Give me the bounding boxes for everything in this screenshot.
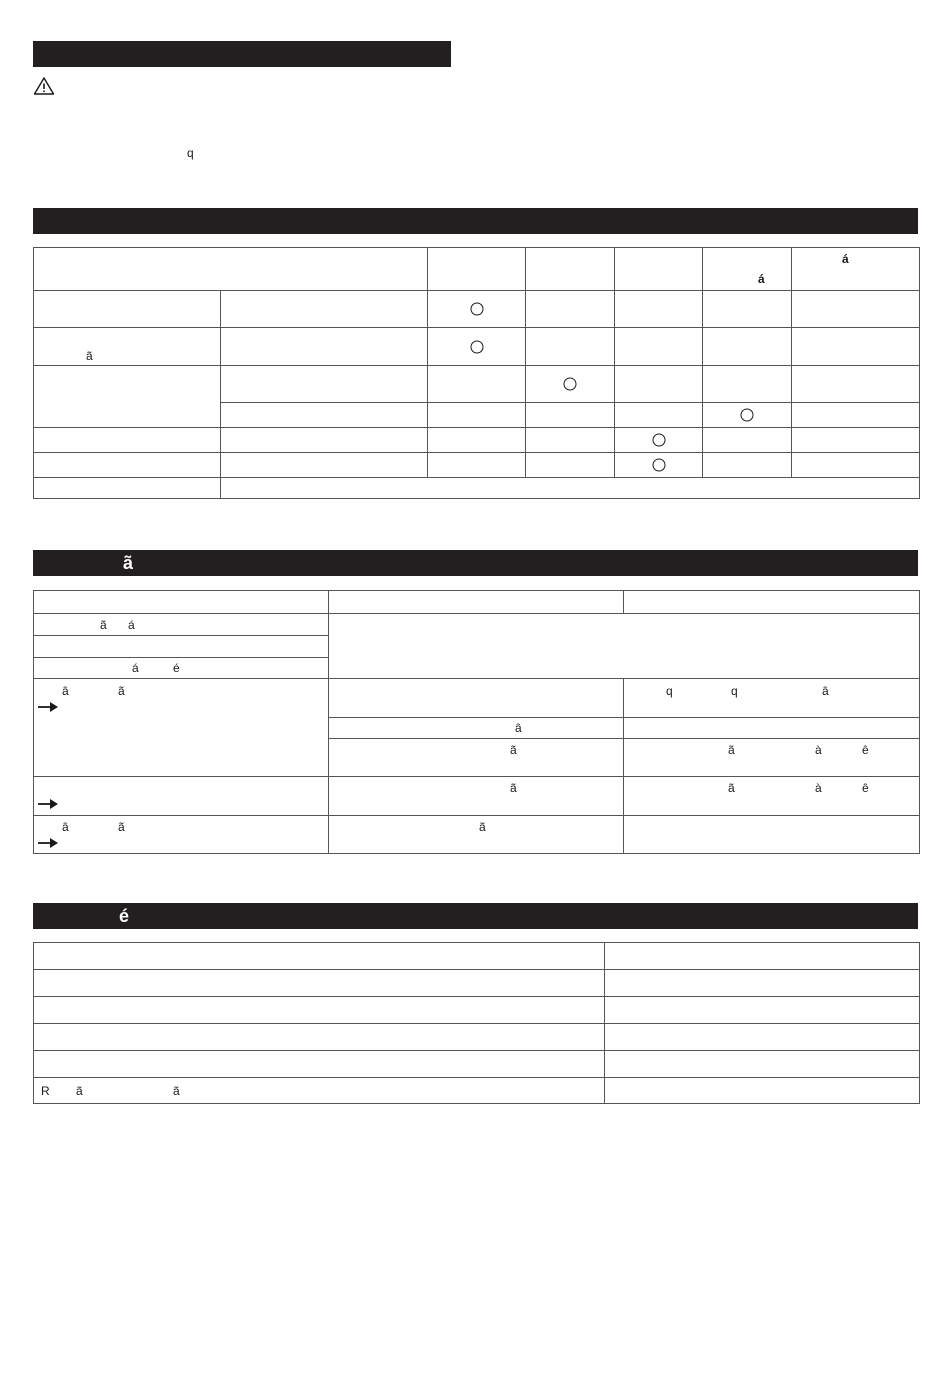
table-header-cell (703, 248, 792, 291)
cell-glyph: à (815, 743, 822, 757)
table-header-row (34, 591, 920, 614)
cell-glyph: ê (862, 781, 869, 795)
cell-glyph: q (731, 684, 738, 698)
table-cell (329, 718, 624, 739)
table-cell (792, 291, 920, 328)
table-cell (221, 366, 428, 403)
table-cell (329, 777, 624, 816)
table-cell (34, 943, 605, 970)
table-header-cell (792, 248, 920, 291)
cell-glyph: â (62, 820, 69, 834)
table-cell (34, 658, 329, 679)
table-cell (615, 453, 703, 478)
table-cell (792, 403, 920, 428)
table-row (34, 1024, 920, 1051)
table-cell (792, 366, 920, 403)
table-cell (329, 739, 624, 777)
table-cell (221, 428, 428, 453)
table-cell (34, 679, 329, 777)
compatibility-table (33, 247, 920, 499)
table-cell (792, 328, 920, 366)
table-cell (526, 403, 615, 428)
circle-mark-icon (652, 434, 665, 447)
cell-glyph: q (666, 684, 673, 698)
table-cell (615, 428, 703, 453)
table-row (34, 328, 920, 366)
table-cell (34, 1078, 605, 1104)
circle-mark-icon (470, 303, 483, 316)
cell-glyph: â (822, 684, 829, 698)
table-cell (34, 328, 221, 366)
circle-mark-icon (741, 409, 754, 422)
table-cell (624, 777, 920, 816)
table-cell (703, 328, 792, 366)
table-header-cell (615, 248, 703, 291)
table-cell (615, 291, 703, 328)
table-cell (624, 718, 920, 739)
cell-glyph: â (515, 721, 522, 735)
table-cell (221, 478, 920, 499)
table-row (34, 614, 920, 636)
table-cell (428, 453, 526, 478)
table-cell (526, 291, 615, 328)
table-cell (428, 403, 526, 428)
section-header-bar-2 (33, 208, 918, 234)
table-cell (34, 453, 221, 478)
table-row (34, 478, 920, 499)
table-cell (624, 739, 920, 777)
table-cell (605, 943, 920, 970)
table-cell (428, 366, 526, 403)
table-cell (329, 614, 920, 679)
cell-glyph: â (62, 684, 69, 698)
table-cell (703, 366, 792, 403)
table-header-cell (329, 591, 624, 614)
table-cell (792, 453, 920, 478)
cell-glyph: ã (173, 1084, 180, 1098)
table-cell (221, 403, 428, 428)
cell-glyph: ã (479, 820, 486, 834)
cell-glyph: ã (100, 618, 107, 632)
table-header-cell (34, 248, 428, 291)
cell-glyph: á (128, 618, 135, 632)
table-cell (34, 970, 605, 997)
header-glyph: á (842, 252, 849, 266)
table-cell (221, 328, 428, 366)
table-row (34, 1078, 920, 1104)
table-cell (329, 816, 624, 854)
table-cell (34, 1051, 605, 1078)
table-cell (34, 636, 329, 658)
section-header-bar-1 (33, 41, 451, 67)
table-cell (624, 679, 920, 718)
table-row (34, 291, 920, 328)
cell-glyph: ã (728, 743, 735, 757)
warning-text-glyph: q (187, 146, 194, 160)
circle-mark-icon (564, 378, 577, 391)
table-row (34, 366, 920, 403)
table-cell (34, 614, 329, 636)
arrow-right-icon (38, 799, 58, 809)
cell-glyph: ê (862, 743, 869, 757)
table-cell (703, 403, 792, 428)
specification-table (33, 942, 920, 1104)
cell-glyph: ã (728, 781, 735, 795)
cell-glyph: á (132, 661, 139, 675)
header-glyph: á (758, 272, 765, 286)
table-cell (526, 453, 615, 478)
troubleshooting-table (33, 590, 920, 854)
section-header-glyph: é (119, 906, 130, 926)
table-header-cell (34, 591, 329, 614)
table-row (34, 970, 920, 997)
table-cell (703, 291, 792, 328)
section-header-glyph: ã (123, 553, 134, 573)
table-cell (526, 328, 615, 366)
cell-glyph: ã (118, 684, 125, 698)
table-cell (221, 291, 428, 328)
table-row (34, 679, 920, 718)
table-cell (615, 366, 703, 403)
table-row (34, 428, 920, 453)
table-row (34, 816, 920, 854)
table-cell (34, 816, 329, 854)
table-header-cell (428, 248, 526, 291)
table-cell (605, 997, 920, 1024)
table-cell (34, 478, 221, 499)
table-row (34, 943, 920, 970)
section-header-bar-4 (33, 903, 918, 929)
circle-mark-icon (470, 340, 483, 353)
table-cell (428, 328, 526, 366)
cell-glyph: ã (510, 781, 517, 795)
table-cell (34, 997, 605, 1024)
cell-glyph: ã (86, 349, 93, 363)
table-cell (34, 291, 221, 328)
table-cell (624, 816, 920, 854)
table-cell (703, 428, 792, 453)
cell-glyph: ã (510, 743, 517, 757)
table-header-cell (526, 248, 615, 291)
table-cell (221, 453, 428, 478)
arrow-right-icon (38, 702, 58, 712)
table-row (34, 453, 920, 478)
cell-glyph: R (41, 1084, 50, 1098)
table-cell (34, 428, 221, 453)
table-cell (526, 366, 615, 403)
cell-glyph: ã (76, 1084, 83, 1098)
warning-triangle-icon (33, 76, 55, 96)
table-cell (605, 1051, 920, 1078)
table-cell (428, 428, 526, 453)
table-row (34, 777, 920, 816)
table-cell (329, 679, 624, 718)
arrow-right-icon (38, 838, 58, 848)
table-cell (792, 428, 920, 453)
table-cell (615, 403, 703, 428)
table-cell (615, 328, 703, 366)
table-cell (605, 1024, 920, 1051)
cell-glyph: é (173, 661, 180, 675)
section-header-bar-3 (33, 550, 918, 576)
circle-mark-icon (652, 459, 665, 472)
table-cell (703, 453, 792, 478)
table-cell (526, 428, 615, 453)
table-row (34, 1051, 920, 1078)
table-row (34, 997, 920, 1024)
table-cell (34, 1024, 605, 1051)
table-cell (34, 777, 329, 816)
table-header-cell (624, 591, 920, 614)
table-cell (34, 366, 221, 428)
cell-glyph: à (815, 781, 822, 795)
table-cell (605, 1078, 920, 1104)
table-cell (605, 970, 920, 997)
cell-glyph: ã (118, 820, 125, 834)
table-header-row (34, 248, 920, 291)
table-cell (428, 291, 526, 328)
